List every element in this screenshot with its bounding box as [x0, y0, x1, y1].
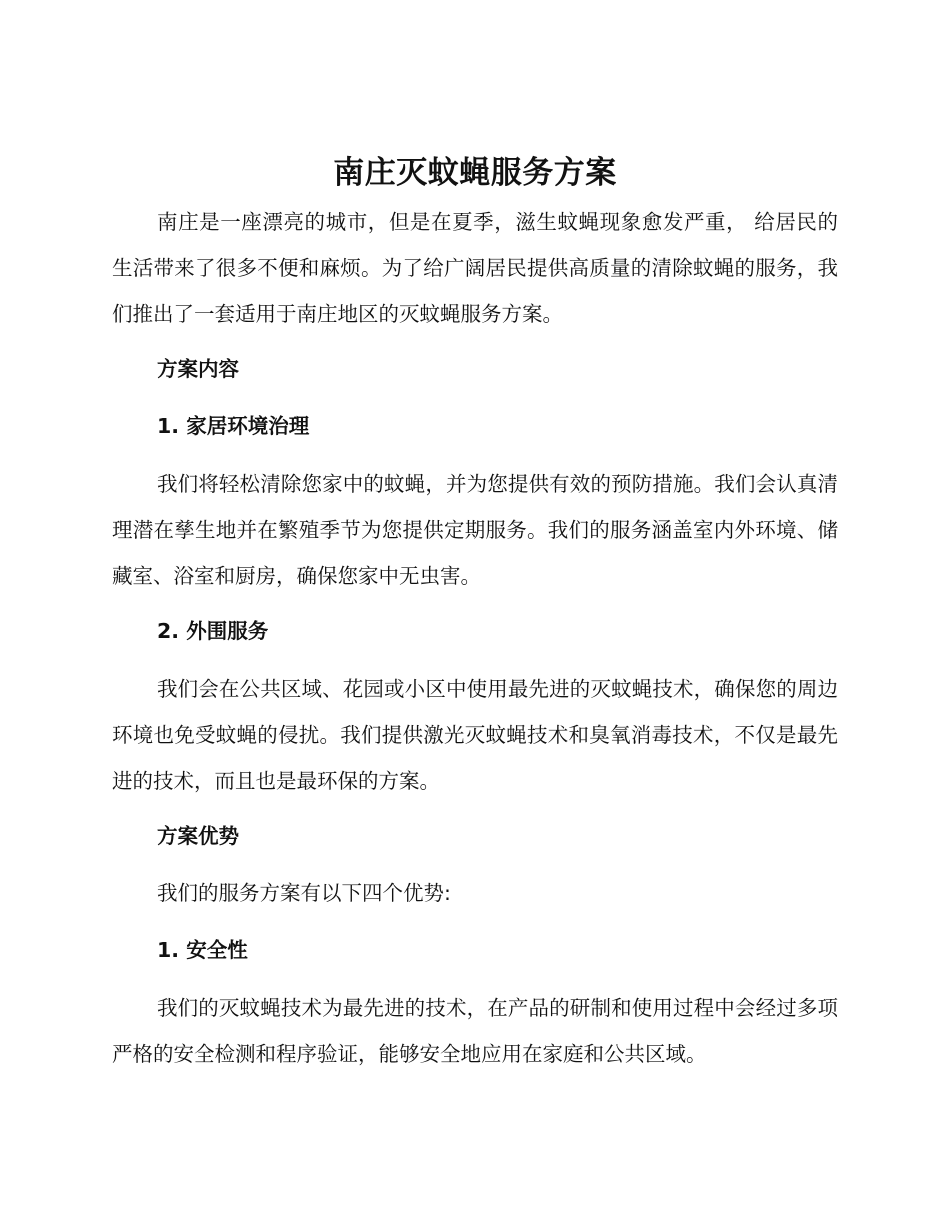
section-heading-content: 方案内容 [157, 357, 239, 381]
advantage-heading-safety: 1. 安全性 [157, 938, 248, 962]
section-heading-advantages: 方案优势 [157, 824, 239, 848]
advantages-intro: 我们的服务方案有以下四个优势: [157, 881, 451, 905]
item-heading-outdoor: 2. 外围服务 [157, 619, 269, 643]
document-title: 南庄灭蚊蝇服务方案 [333, 155, 617, 191]
advantage-paragraph-safety: 我们的灭蚊蝇技术为最先进的技术，在产品的研制和使用过程中会经过多项严格的安全检测和程序验证，能够安全地应用在家庭和公共区域。 [112, 996, 838, 1066]
intro-paragraph: 南庄是一座漂亮的城市，但是在夏季，滋生蚊蝇现象愈发严重， 给居民的生活带来了很多不便和麻烦。为了给广阔居民提供高质量的清除蚊蝇的服务，我们推出了一套适用于南庄地区的灭蚊蝇服务方案。 [112, 210, 838, 326]
item-paragraph-outdoor: 我们会在公共区域、花园或小区中使用最先进的灭蚊蝇技术，确保您的周边环境也免受蚊蝇的侵扰。我们提供激光灭蚊蝇技术和臭氧消毒技术，不仅是最先进的技术，而且也是最环保的方案。 [112, 677, 838, 793]
item-paragraph-home: 我们将轻松清除您家中的蚊蝇，并为您提供有效的预防措施。我们会认真清理潜在孳生地并在繁殖季节为您提供定期服务。我们的服务涵盖室内外环境、储藏室、浴室和厨房，确保您家中无虫害。 [112, 472, 838, 588]
item-heading-home: 1. 家居环境治理 [157, 414, 310, 438]
